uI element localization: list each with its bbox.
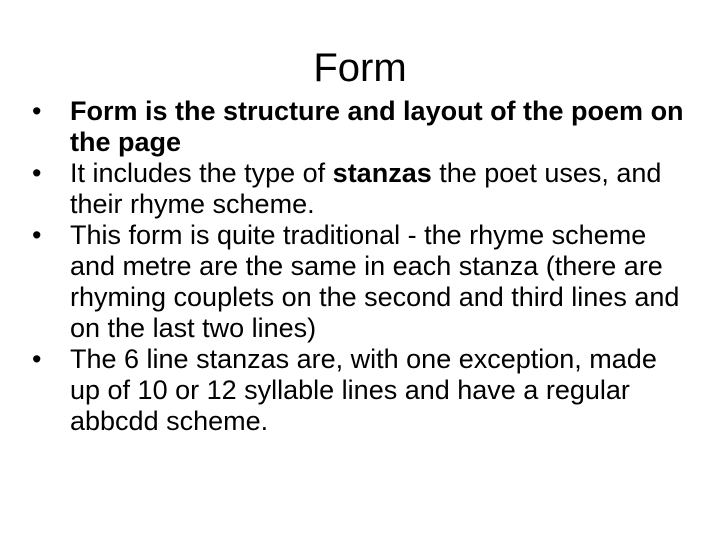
bullet-icon: • bbox=[32, 158, 42, 188]
bullet-text: Form is the structure and layout of the poem on the page bbox=[70, 96, 684, 157]
bullet-emphasis: stanzas bbox=[332, 158, 432, 188]
bullet-item bbox=[24, 344, 694, 437]
bullet-text: This form is quite traditional - the rhyme scheme and metre are the same in each stanza (there are rhyming couplets on the second and third lines and on the last two lines) bbox=[70, 220, 680, 343]
bullet-icon: • bbox=[32, 344, 42, 374]
bullet-text: The 6 line stanzas are, with one exception, made up of 10 or 12 syllable lines and have a regular abbcdd scheme. bbox=[70, 344, 657, 436]
slide-title: Form bbox=[313, 46, 407, 90]
bullet-text: the poet uses, and their rhyme scheme. bbox=[70, 158, 662, 219]
bullet-list bbox=[24, 96, 694, 437]
bullet-icon: • bbox=[32, 96, 42, 126]
bullet-item bbox=[24, 158, 694, 220]
bullet-item bbox=[24, 220, 694, 344]
bullet-text: It includes the type of bbox=[70, 158, 333, 188]
bullet-icon: • bbox=[32, 220, 42, 250]
bullet-item bbox=[24, 96, 694, 158]
